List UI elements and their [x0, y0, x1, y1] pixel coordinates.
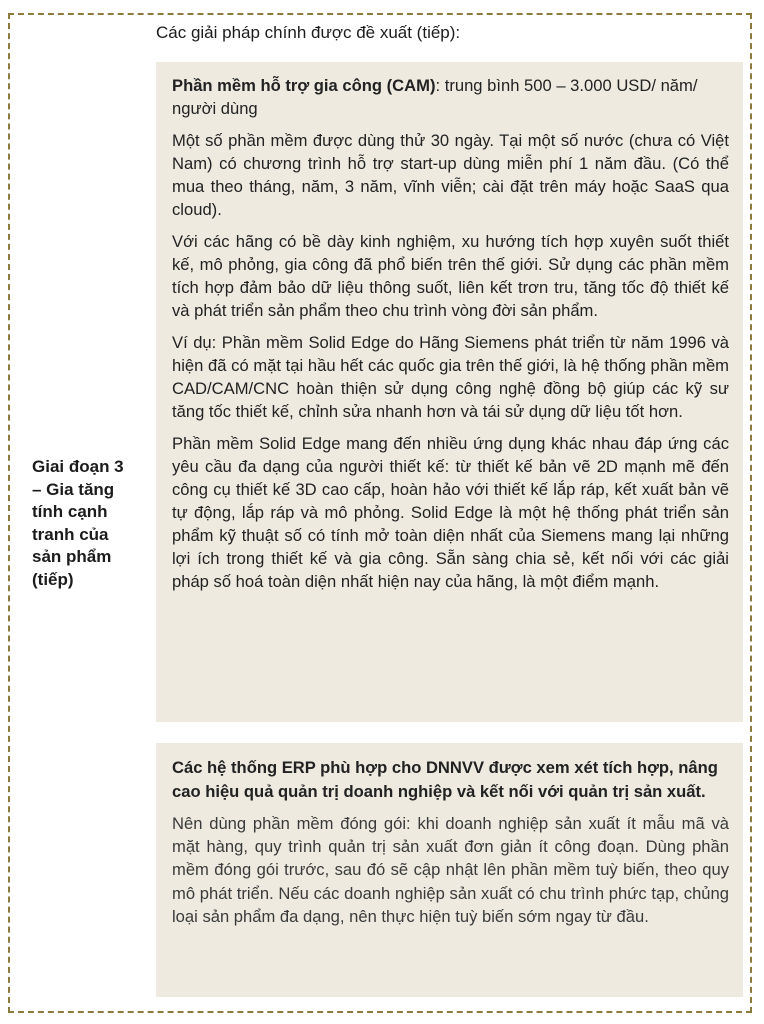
- cam-paragraph-3: Ví dụ: Phần mềm Solid Edge do Hãng Siemens phát triển từ năm 1996 và hiện đã có mặt tại hầu hết các quốc gia trên thế giới, là hệ thống phần mềm CAD/CAM/CNC hoàn thiện sử dụng công nghệ đồng bộ giúp các kỹ sư tăng tốc thiết kế, chỉnh sửa nhanh hơn và tái sử dụng dữ liệu tốt hơn.: [172, 333, 729, 421]
- intro-heading: Các giải pháp chính được đề xuất (tiếp):: [156, 23, 461, 42]
- cam-price: : trung bình 500 – 3.000 USD/ năm/ người dùng: [172, 76, 698, 118]
- cam-paragraph-2: Với các hãng có bề dày kinh nghiệm, xu hướng tích hợp xuyên suốt thiết kế, mô phỏng, gia công đã phổ biến trên thế giới. Sử dụng các phần mềm tích hợp đảm bảo dữ liệu thông suốt, liên kết trơn tru, tăng tốc độ thiết kế và phát triển sản phẩm theo chu trình vòng đời sản phẩm.: [172, 232, 729, 320]
- cam-section-box: [156, 62, 743, 722]
- stage-label-line: tính cạnh: [32, 502, 108, 521]
- erp-section-box: [156, 743, 743, 997]
- stage-label-line: Giai đoạn 3: [32, 457, 124, 476]
- stage-label-line: (tiếp): [32, 569, 74, 589]
- stage-label-line: tranh của: [32, 524, 109, 544]
- erp-heading: Các hệ thống ERP phù hợp cho DNNVV được xem xét tích hợp, nâng cao hiệu quả quản trị doanh nghiệp và kết nối với quản trị sản xuất.: [172, 758, 718, 801]
- stage-label-line: – Gia tăng: [32, 479, 115, 499]
- cam-title-paragraph: [172, 74, 729, 120]
- cam-title: Phần mềm hỗ trợ gia công (CAM): [172, 76, 436, 95]
- stage-label: [32, 456, 152, 591]
- erp-body: Nên dùng phần mềm đóng gói: khi doanh nghiệp sản xuất ít mẫu mã và mặt hàng, quy trình quản trị sản xuất đơn giản ít công đoạn. Dùng phần mềm đóng gói trước, sau đó sẽ cập nhật lên phần mềm tuỳ biến, theo quy mô phát triển. Nếu các doanh nghiệp sản xuất có chu trình phức tạp, chủng loại sản phẩm đa dạng, nên thực hiện tuỳ biến sớm ngay từ đầu.: [172, 814, 729, 926]
- cam-paragraph-1: Một số phần mềm được dùng thử 30 ngày. Tại một số nước (chưa có Việt Nam) có chương trình hỗ trợ start-up dùng miễn phí 1 năm đầu. (Có thể mua theo tháng, năm, 3 năm, vĩnh viễn; cài đặt trên máy hoặc SaaS qua cloud).: [172, 131, 729, 219]
- cam-paragraph-4: Phần mềm Solid Edge mang đến nhiều ứng dụng khác nhau đáp ứng các yêu cầu đa dạng của người thiết kế: từ thiết kế bản vẽ 2D mạnh mẽ đến công cụ thiết kế 3D cao cấp, hoàn hảo với thiết kế lắp ráp, kết xuất bản vẽ tự động, lắp ráp và mô phỏng. Solid Edge là một hệ thống phát triển sản phẩm kỹ thuật số có tính mở toàn diện nhất của Siemens mang lại những lợi ích trong thiết kế và gia công. Sẵn sàng chia sẻ, kết nối với các giải pháp số hoá toàn diện nhất hiện nay của hãng, là một điểm mạnh.: [172, 434, 729, 591]
- stage-label-line: sản phẩm: [32, 547, 112, 566]
